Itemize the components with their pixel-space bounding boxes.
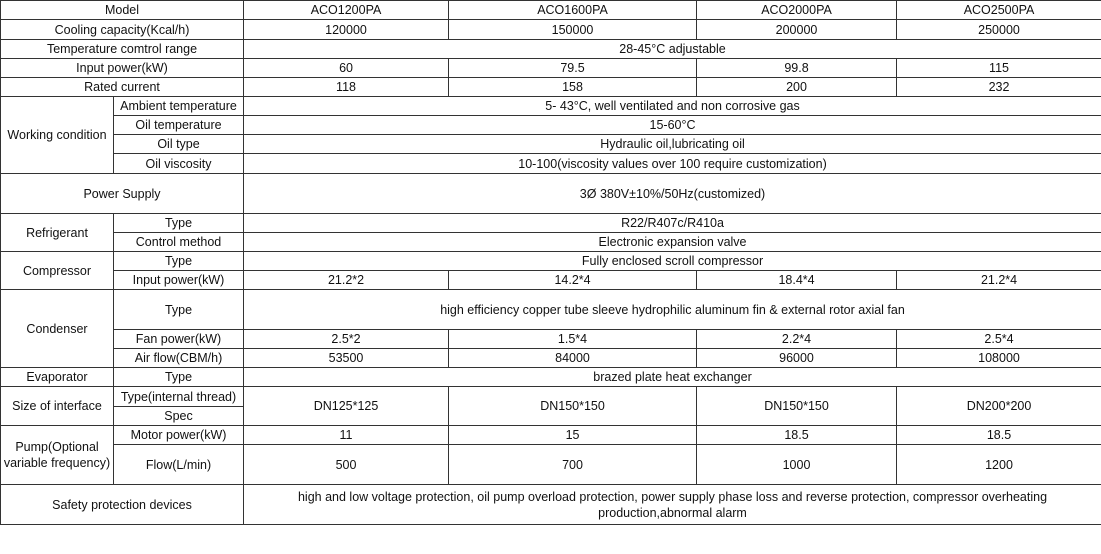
- cell-value: 18.5: [897, 426, 1101, 445]
- row-label: Type: [114, 290, 244, 330]
- cell-value: 96000: [697, 349, 897, 368]
- group-label: Pump(Optional variable frequency): [1, 426, 114, 485]
- model-name: ACO1200PA: [244, 1, 449, 20]
- cell-value: 200000: [697, 20, 897, 40]
- cell-value: 99.8: [697, 59, 897, 78]
- pump-flow-row: [1, 445, 1101, 485]
- group-label: Evaporator: [1, 368, 114, 387]
- row-label: Air flow(CBM/h): [114, 349, 244, 368]
- cell-value: 1000: [697, 445, 897, 485]
- cell-value: 18.5: [697, 426, 897, 445]
- row-label: Type: [114, 252, 244, 271]
- group-label: Compressor: [1, 252, 114, 290]
- group-label: Working condition: [1, 97, 114, 174]
- cell-value: 2.5*2: [244, 330, 449, 349]
- model-name: ACO2000PA: [697, 1, 897, 20]
- cell-value: DN150*150: [697, 387, 897, 426]
- compressor-input-power-row: [1, 271, 1101, 290]
- row-label: Spec: [114, 407, 244, 426]
- group-label: Refrigerant: [1, 214, 114, 252]
- rated-current-row: [1, 78, 1101, 97]
- cell-value: 60: [244, 59, 449, 78]
- cell-value: high efficiency copper tube sleeve hydrophilic aluminum fin & external rotor axial fan: [244, 290, 1101, 330]
- cell-value: 3Ø 380V±10%/50Hz(customized): [244, 174, 1101, 214]
- cell-value: R22/R407c/R410a: [244, 214, 1101, 233]
- cell-value: 500: [244, 445, 449, 485]
- row-label: Type(internal thread): [114, 387, 244, 407]
- group-label: Size of interface: [1, 387, 114, 426]
- row-label: Oil temperature: [114, 116, 244, 135]
- model-name: ACO2500PA: [897, 1, 1101, 20]
- row-label: Flow(L/min): [114, 445, 244, 485]
- cell-value: Electronic expansion valve: [244, 233, 1101, 252]
- oil-type-row: [1, 135, 1101, 154]
- cell-value: 15-60°C: [244, 116, 1101, 135]
- ambient-temperature-row: [1, 97, 1101, 116]
- group-label: Condenser: [1, 290, 114, 368]
- row-label: Safety protection devices: [1, 485, 244, 525]
- cell-value: 1.5*4: [449, 330, 697, 349]
- row-label: Input power(kW): [1, 59, 244, 78]
- condenser-type-row: [1, 290, 1101, 330]
- refrigerant-control-row: [1, 233, 1101, 252]
- cell-value: 53500: [244, 349, 449, 368]
- cell-value: 250000: [897, 20, 1101, 40]
- model-row: [1, 1, 1101, 20]
- temperature-control-row: [1, 40, 1101, 59]
- cell-value: 11: [244, 426, 449, 445]
- cell-value: 79.5: [449, 59, 697, 78]
- cell-value: 21.2*2: [244, 271, 449, 290]
- row-label: Oil viscosity: [114, 154, 244, 174]
- cell-value: 118: [244, 78, 449, 97]
- cell-value: 150000: [449, 20, 697, 40]
- cell-value: 200: [697, 78, 897, 97]
- row-label: Temperature comtrol range: [1, 40, 244, 59]
- cell-value: 28-45°C adjustable: [244, 40, 1101, 59]
- cell-value: Hydraulic oil,lubricating oil: [244, 135, 1101, 154]
- cell-value: brazed plate heat exchanger: [244, 368, 1101, 387]
- cell-value: 21.2*4: [897, 271, 1101, 290]
- cell-value: 2.5*4: [897, 330, 1101, 349]
- condenser-air-flow-row: [1, 349, 1101, 368]
- safety-row: [1, 485, 1101, 525]
- evaporator-row: [1, 368, 1101, 387]
- condenser-fan-power-row: [1, 330, 1101, 349]
- input-power-row: [1, 59, 1101, 78]
- row-label: Motor power(kW): [114, 426, 244, 445]
- row-label: Power Supply: [1, 174, 244, 214]
- cell-value: 10-100(viscosity values over 100 require customization): [244, 154, 1101, 174]
- row-label: Rated current: [1, 78, 244, 97]
- row-label: Fan power(kW): [114, 330, 244, 349]
- cell-value: 14.2*4: [449, 271, 697, 290]
- cell-value: 84000: [449, 349, 697, 368]
- model-label: Model: [1, 1, 244, 20]
- power-supply-row: [1, 174, 1101, 214]
- pump-motor-power-row: [1, 426, 1101, 445]
- cell-value: 1200: [897, 445, 1101, 485]
- cell-value: Fully enclosed scroll compressor: [244, 252, 1101, 271]
- compressor-type-row: [1, 252, 1101, 271]
- model-name: ACO1600PA: [449, 1, 697, 20]
- cell-value: 2.2*4: [697, 330, 897, 349]
- cell-value: 120000: [244, 20, 449, 40]
- row-label: Control method: [114, 233, 244, 252]
- cell-value: high and low voltage protection, oil pump overload protection, power supply phase loss and reverse protection, compressor overheating production,abnormal alarm: [244, 485, 1101, 525]
- cell-value: 108000: [897, 349, 1101, 368]
- oil-viscosity-row: [1, 154, 1101, 174]
- interface-type-row: [1, 387, 1101, 407]
- cell-value: 115: [897, 59, 1101, 78]
- row-label: Cooling capacity(Kcal/h): [1, 20, 244, 40]
- cell-value: DN150*150: [449, 387, 697, 426]
- cell-value: 5- 43°C, well ventilated and non corrosive gas: [244, 97, 1101, 116]
- cell-value: DN200*200: [897, 387, 1101, 426]
- cell-value: 232: [897, 78, 1101, 97]
- row-label: Ambient temperature: [114, 97, 244, 116]
- cell-value: 15: [449, 426, 697, 445]
- row-label: Type: [114, 368, 244, 387]
- cooling-capacity-row: [1, 20, 1101, 40]
- cell-value: DN125*125: [244, 387, 449, 426]
- refrigerant-type-row: [1, 214, 1101, 233]
- cell-value: 158: [449, 78, 697, 97]
- row-label: Input power(kW): [114, 271, 244, 290]
- oil-temperature-row: [1, 116, 1101, 135]
- cell-value: 18.4*4: [697, 271, 897, 290]
- row-label: Type: [114, 214, 244, 233]
- cell-value: 700: [449, 445, 697, 485]
- row-label: Oil type: [114, 135, 244, 154]
